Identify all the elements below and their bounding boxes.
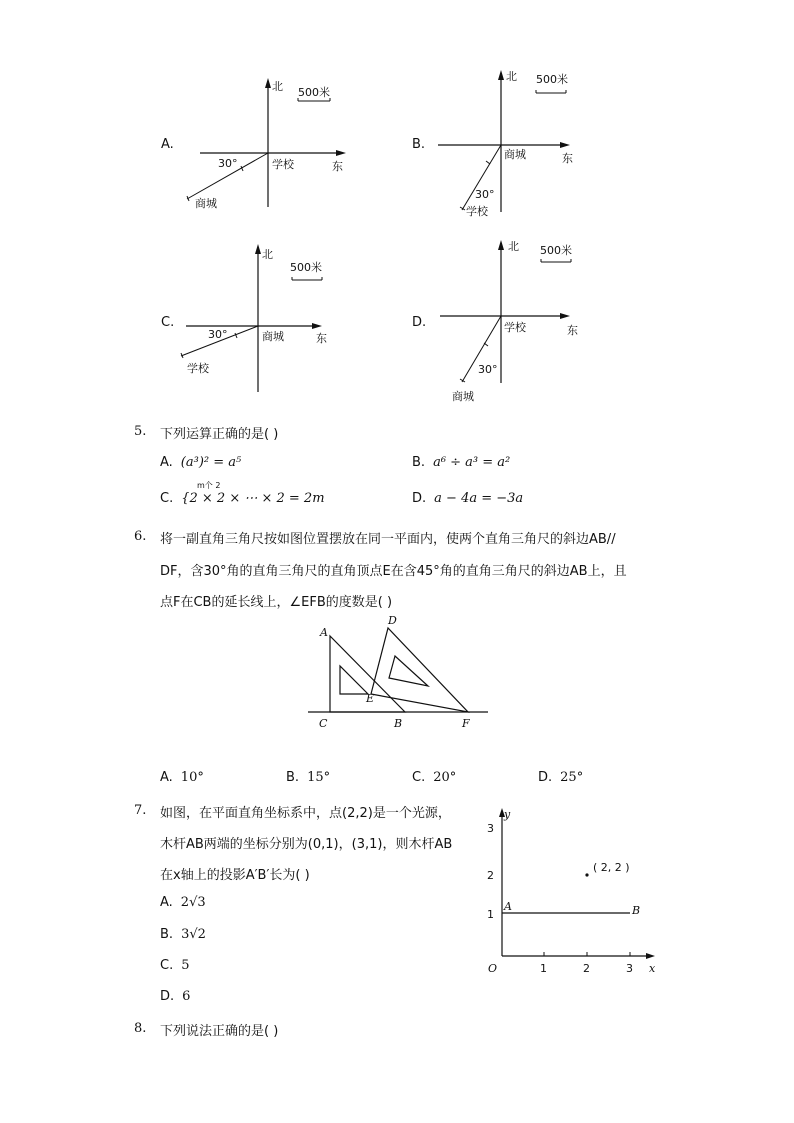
school-label: 学校 (504, 321, 526, 334)
scale-label: 500米 (536, 73, 568, 86)
question-8-stem: 下列说法正确的是( ) (160, 1024, 279, 1039)
east-label: 东 (316, 332, 327, 345)
y-tick-3: 3 (487, 822, 494, 835)
option-key: A. (160, 770, 173, 785)
option-text: 25° (560, 770, 584, 785)
option-text: 2√3 (180, 895, 206, 910)
option-text: 10° (180, 770, 204, 785)
point-f-label: F (462, 717, 470, 730)
option-math: (a³)² = a⁵ (180, 455, 242, 470)
angle-label: 30° (478, 363, 498, 376)
point-b-label: B (394, 717, 403, 730)
north-label: 北 (262, 248, 273, 261)
q5-option-c-brace-label: m个 2 (197, 481, 221, 490)
school-label: 学校 (272, 158, 294, 171)
point-a-label: A (504, 900, 512, 913)
option-key: A. (160, 455, 173, 470)
option-label-d: D. (412, 315, 427, 330)
school-label: 学校 (187, 362, 209, 375)
x-tick-3: 3 (626, 962, 633, 975)
scale-label: 500米 (290, 261, 322, 274)
x-tick-1: 1 (540, 962, 547, 975)
angle-label: 30° (475, 188, 495, 201)
question-6-line2: DF，含30°角的直角三角尺的直角顶点E在含45°角的直角三角尺的斜边AB上，且 (160, 564, 627, 579)
option-key: D. (160, 989, 175, 1004)
option-key: C. (160, 958, 174, 973)
option-key: B. (160, 927, 174, 942)
mall-label: 商城 (504, 148, 526, 161)
y-axis-label: y (504, 808, 511, 821)
north-label: 北 (272, 80, 283, 93)
angle-label: 30° (208, 328, 228, 341)
point-e-label: E (366, 692, 375, 705)
option-math: {2 × 2 × ⋯ × 2 = 2m (181, 491, 325, 506)
question-7-number: 7. (134, 803, 147, 818)
point-a-label: A (320, 626, 328, 639)
point-b-label: B (632, 904, 641, 917)
point-d-label: D (388, 614, 397, 627)
option-key: D. (412, 491, 427, 506)
question-7-line2: 木杆AB两端的坐标分别为(0,1)，(3,1)，则木杆AB (160, 837, 453, 852)
north-label: 北 (506, 70, 517, 83)
east-label: 东 (562, 152, 573, 165)
option-math: a⁶ ÷ a³ = a² (433, 455, 511, 470)
option-key: C. (160, 491, 174, 506)
scale-label: 500米 (298, 86, 330, 99)
y-tick-2: 2 (487, 869, 494, 882)
angle-label: 30° (218, 157, 238, 170)
option-text: 15° (307, 770, 331, 785)
option-key: B. (412, 455, 426, 470)
option-key: A. (160, 895, 173, 910)
option-label-a: A. (161, 137, 174, 152)
point-c-label: C (319, 717, 328, 730)
question-7-line1: 如图，在平面直角坐标系中，点(2,2)是一个光源， (160, 806, 451, 821)
east-label: 东 (567, 324, 578, 337)
option-text: 3√2 (181, 927, 206, 942)
y-tick-1: 1 (487, 908, 494, 921)
mall-label: 商城 (195, 197, 217, 210)
option-math: a − 4a = −3a (434, 491, 524, 506)
option-key: B. (286, 770, 300, 785)
question-7-line3: 在x轴上的投影A′B′长为( ) (160, 868, 310, 883)
east-label: 东 (332, 160, 343, 173)
question-6-number: 6. (134, 529, 147, 544)
option-label-b: B. (412, 137, 426, 152)
question-5-number: 5. (134, 424, 147, 439)
question-6-line1: 将一副直角三角尺按如图位置摆放在同一平面内，使两个直角三角尺的斜边AB// (160, 532, 616, 547)
north-label: 北 (508, 240, 519, 253)
option-key: C. (412, 770, 426, 785)
mall-label: 商城 (452, 390, 474, 403)
option-text: 6 (182, 989, 191, 1004)
question-6-line3: 点F在CB的延长线上，∠EFB的度数是( ) (160, 595, 393, 610)
mall-label: 商城 (262, 330, 284, 343)
scale-label: 500米 (540, 244, 572, 257)
light-source-label: ( 2, 2 ) (593, 861, 630, 874)
question-5-stem: 下列运算正确的是( ) (160, 427, 279, 442)
option-text: 20° (433, 770, 457, 785)
origin-label: O (488, 962, 498, 975)
question-8-number: 8. (134, 1021, 147, 1036)
option-key: D. (538, 770, 553, 785)
school-label: 学校 (466, 205, 488, 218)
option-label-c: C. (161, 315, 175, 330)
x-tick-2: 2 (583, 962, 590, 975)
option-text: 5 (181, 958, 190, 973)
x-axis-label: x (649, 962, 656, 975)
